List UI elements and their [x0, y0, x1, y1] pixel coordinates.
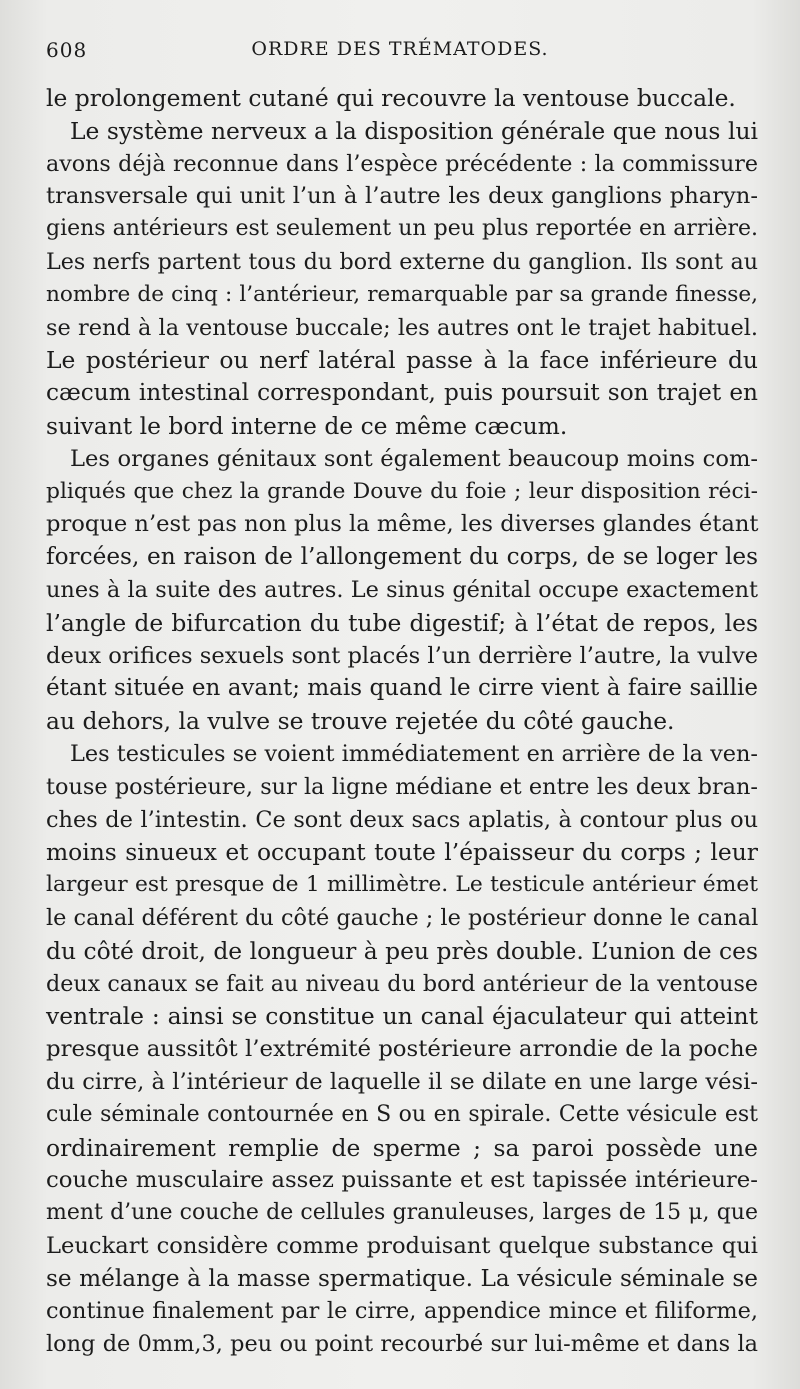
text-line: presque aussitôt l’extrémité postérieure arrondie de la poche — [46, 1036, 758, 1063]
text-line: ordinairement remplie de sperme ; sa paroi possède une — [46, 1133, 758, 1162]
text-line: nombre de cinq : l’antérieur, remarquable par sa grande finesse, — [46, 281, 758, 307]
text-line: du cirre, à l’intérieur de laquelle il se dilate en une large vési- — [46, 1068, 758, 1095]
text-line: Les testicules se voient immédiatement en arrière de la ven- — [70, 740, 758, 767]
text-line: étant située en avant; mais quand le cirre vient à faire saillie — [46, 675, 758, 702]
text-line: Leuckart considère comme produisant quelque substance qui — [46, 1232, 758, 1259]
text-line: au dehors, la vulve se trouve rejetée du côté gauche. — [46, 707, 675, 736]
running-head — [46, 38, 754, 72]
text-line: le prolongement cutané qui recouvre la ventouse buccale. — [46, 84, 736, 112]
text-line: ventrale : ainsi se constitue un canal éjaculateur qui atteint — [46, 1002, 758, 1031]
text-line: cule séminale contournée en S ou en spirale. Cette vésicule est — [46, 1101, 758, 1127]
text-line: ment d’une couche de cellules granuleuses, larges de 15 μ, que — [46, 1200, 758, 1226]
text-line: l’angle de bifurcation du tube digestif; à l’état de repos, les — [46, 608, 758, 637]
chapter-title: ORDRE DES TRÉMATODES. — [251, 38, 549, 60]
text-line: Le postérieur ou nerf latéral passe à la face inférieure du — [46, 346, 758, 375]
text-line: unes à la suite des autres. Le sinus génital occupe exactement — [46, 576, 758, 603]
text-line: forcées, en raison de l’allongement du corps, de se loger les — [46, 543, 758, 571]
body-text — [46, 82, 758, 1361]
text-line: long de 0mm,3, peu ou point recourbé sur lui-même et dans la — [46, 1331, 758, 1358]
text-line: se rend à la ventouse buccale; les autres ont le trajet habituel. — [46, 314, 758, 341]
text-line: transversale qui unit l’un à l’autre les deux ganglions pharyn- — [46, 183, 758, 210]
text-line: avons déjà reconnue dans l’espèce précédente : la commissure — [46, 150, 758, 177]
text-line: ches de l’intestin. Ce sont deux sacs aplatis, à contour plus ou — [46, 806, 758, 833]
text-line: Les organes génitaux sont également beaucoup moins com- — [70, 445, 758, 472]
text-line: cæcum intestinal correspondant, puis poursuit son trajet en — [46, 379, 758, 407]
text-line: le canal déférent du côté gauche ; le postérieur donne le canal — [46, 904, 759, 931]
text-line: deux orifices sexuels sont placés l’un derrière l’autre, la vulve — [46, 642, 759, 669]
text-line: largeur est presque de 1 millimètre. Le testicule antérieur émet — [46, 872, 758, 898]
text-line: moins sinueux et occupant toute l’épaisseur du corps ; leur — [46, 838, 758, 867]
text-line: Le système nerveux a la disposition générale que nous lui — [70, 116, 758, 145]
text-line: suivant le bord interne de ce même cæcum. — [46, 411, 568, 440]
text-line: couche musculaire assez puissante et est tapissée intérieure- — [46, 1167, 758, 1194]
text-line: touse postérieure, sur la ligne médiane et entre les deux bran- — [46, 773, 758, 800]
text-line: deux canaux se fait au niveau du bord antérieur de la ventouse — [46, 970, 758, 997]
text-line: giens antérieurs est seulement un peu plus reportée en arrière. — [46, 216, 758, 242]
text-line: pliqués que chez la grande Douve du foie ; leur disposition réci- — [46, 478, 758, 504]
text-line: se mélange à la masse spermatique. La vésicule séminale se — [46, 1264, 758, 1292]
text-line: continue finalement par le cirre, appendice mince et filiforme, — [46, 1298, 758, 1325]
text-line: Les nerfs partent tous du bord externe du ganglion. Ils sont au — [46, 248, 758, 275]
page-number: 608 — [46, 38, 88, 62]
text-line: proque n’est pas non plus la même, les diverses glandes étant — [46, 511, 759, 538]
text-line: du côté droit, de longueur à peu près double. L’union de ces — [46, 936, 758, 965]
